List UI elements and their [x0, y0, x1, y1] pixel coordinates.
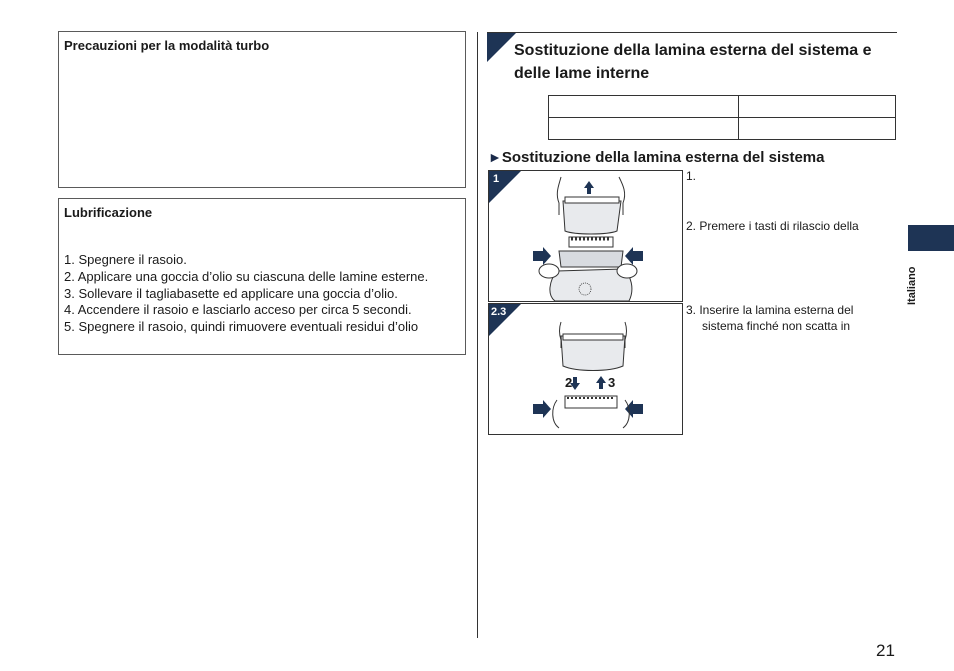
- subsection-title: [488, 149, 824, 166]
- lubrication-step: 2. Applicare una goccia d’olio su ciascuna delle lamine esterne.: [64, 268, 429, 284]
- lubrication-steps: [64, 252, 428, 336]
- lubrication-step: 5. Spegnere il rasoio, quindi rimuovere eventuali residui d’olio: [64, 319, 419, 335]
- figure-label-2: 2: [565, 375, 573, 390]
- table-row: [549, 118, 896, 140]
- table-cell: [739, 118, 896, 140]
- turbo-precautions-box: [58, 31, 466, 188]
- step-note-3-cont: sistema finché non scatta in: [702, 319, 851, 333]
- column-divider: [477, 32, 478, 638]
- triangle-right-icon: ►: [488, 149, 502, 165]
- table-row: [549, 96, 896, 118]
- step-note-3: 3. Inserire la lamina esterna del: [686, 303, 854, 317]
- table-cell: [549, 96, 739, 118]
- figure-badge: 1: [493, 173, 500, 185]
- page-number: 21: [876, 641, 895, 660]
- figure-label-3: 3: [608, 375, 616, 390]
- lubrication-box: [58, 198, 466, 355]
- figure-badge: 2.3: [491, 306, 507, 318]
- language-tab: [908, 225, 954, 251]
- shaver-remove-illustration: [489, 171, 682, 301]
- figure-1: [488, 170, 683, 302]
- subsection-title-text: Sostituzione della lamina esterna del sistema: [501, 149, 825, 166]
- lubrication-step: 1. Spegnere il rasoio.: [64, 252, 187, 267]
- language-label: Italiano: [906, 266, 918, 305]
- lubrication-step: 4. Accendere il rasoio e lasciarlo acceso per circa 5 secondi.: [64, 302, 412, 318]
- table-cell: [549, 118, 739, 140]
- step-note-2: 2. Premere i tasti di rilascio della: [686, 219, 859, 233]
- step-note-1: 1.: [686, 169, 697, 183]
- table-cell: [739, 96, 896, 118]
- spec-table: [548, 95, 896, 140]
- turbo-precautions-title: Precauzioni per la modalità turbo: [64, 38, 270, 53]
- lubrication-step: 3. Sollevare il tagliabasette ed applicare una goccia d’olio.: [64, 285, 398, 301]
- figure-2-3: [488, 303, 683, 435]
- shaver-insert-illustration: [489, 304, 682, 434]
- section-title: Sostituzione della lamina esterna del sistema e delle lame interne: [514, 42, 872, 82]
- lubrication-title: Lubrificazione: [64, 205, 153, 220]
